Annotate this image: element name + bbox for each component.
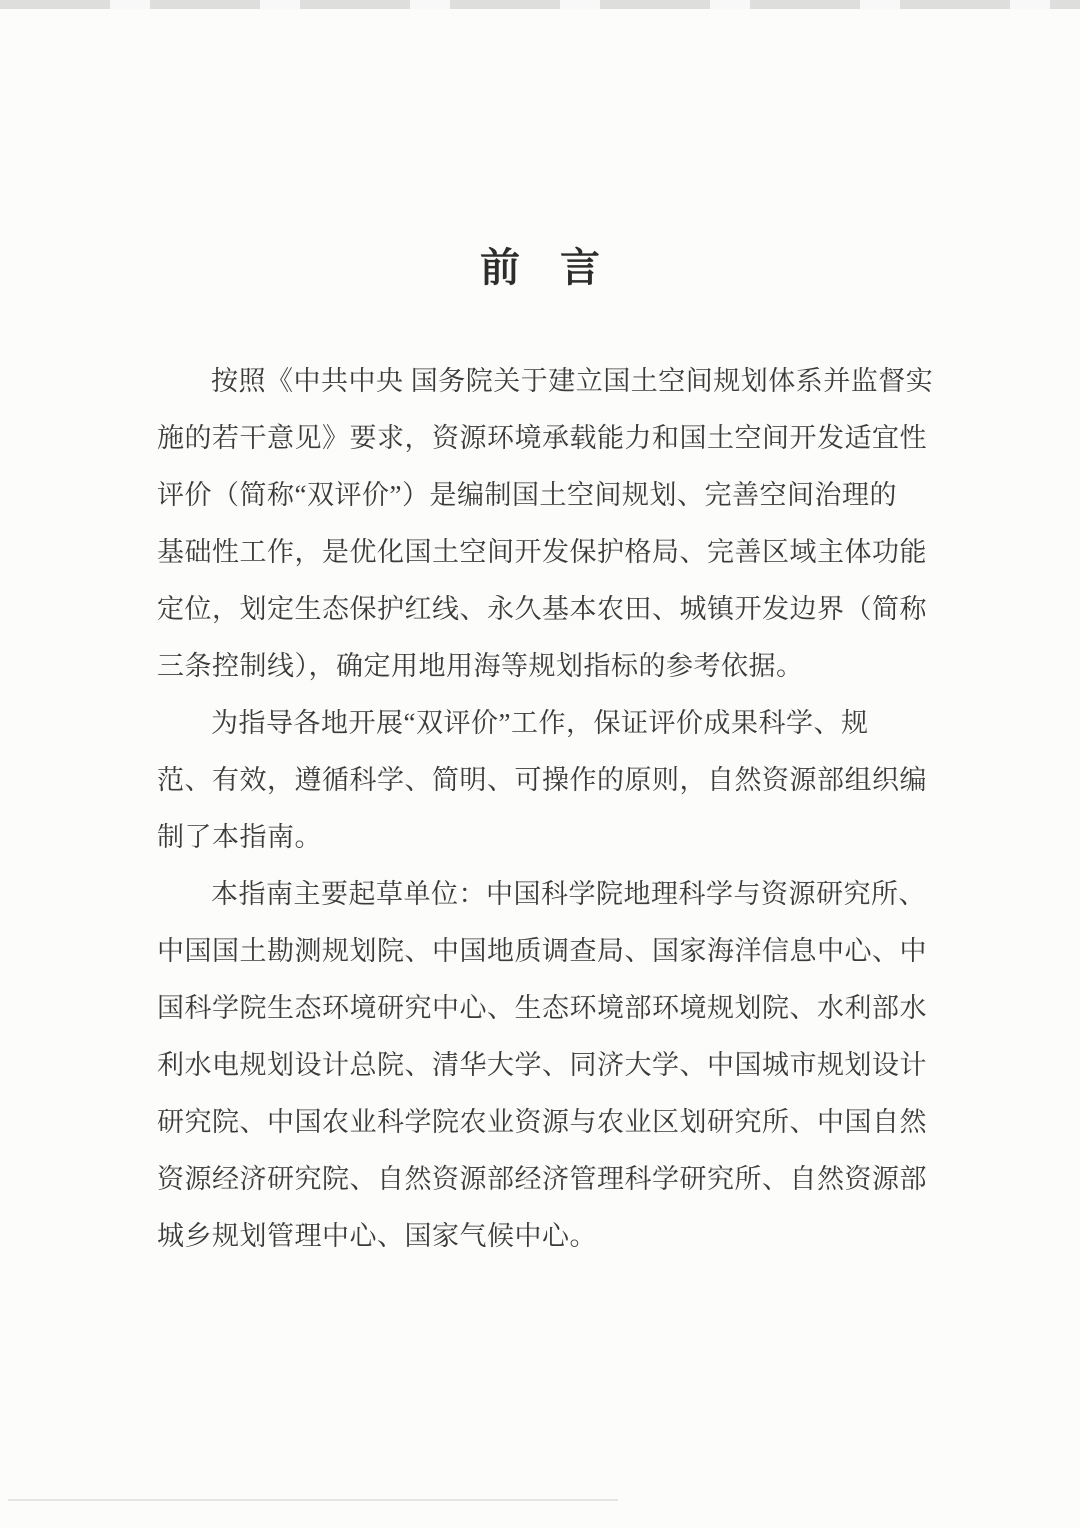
text-line: 基础性工作，是优化国土空间开发保护格局、完善区域主体功能 — [157, 537, 927, 567]
text-line: 范、有效，遵循科学、简明、可操作的原则，自然资源部组织编 — [157, 765, 927, 795]
text-line: 定位，划定生态保护红线、永久基本农田、城镇开发边界（简称 — [157, 594, 927, 624]
text-line: 施的若干意见》要求，资源环境承载能力和国土空间开发适宜性 — [157, 423, 927, 453]
paragraph — [157, 866, 935, 1265]
text-line: 制了本指南。 — [157, 822, 322, 852]
paragraph — [157, 353, 935, 695]
text-line: 中国国土勘测规划院、中国地质调查局、国家海洋信息中心、中 — [157, 936, 927, 966]
paragraph — [157, 695, 935, 866]
text-line: 为指导各地开展“双评价”工作，保证评价成果科学、规 — [211, 708, 869, 738]
scan-artifact-top — [0, 0, 1080, 9]
text-line: 三条控制线），确定用地用海等规划指标的参考依据。 — [157, 651, 804, 681]
text-line: 评价（简称“双评价”）是编制国土空间规划、完善空间治理的 — [157, 480, 897, 510]
scan-artifact-bottom — [8, 1499, 618, 1501]
text-line: 研究院、中国农业科学院农业资源与农业区划研究所、中国自然 — [157, 1107, 927, 1137]
text-line: 本指南主要起草单位：中国科学院地理科学与资源研究所、 — [211, 879, 926, 909]
text-line: 按照《中共中央 国务院关于建立国土空间规划体系并监督实 — [211, 366, 934, 396]
text-line: 利水电规划设计总院、清华大学、同济大学、中国城市规划设计 — [157, 1050, 927, 1080]
text-line: 城乡规划管理中心、国家气候中心。 — [157, 1221, 597, 1251]
page-title: 前 言 — [480, 245, 600, 290]
text-line: 国科学院生态环境研究中心、生态环境部环境规划院、水利部水 — [157, 993, 927, 1023]
document-body — [157, 353, 935, 1265]
text-line: 资源经济研究院、自然资源部经济管理科学研究所、自然资源部 — [157, 1164, 927, 1194]
